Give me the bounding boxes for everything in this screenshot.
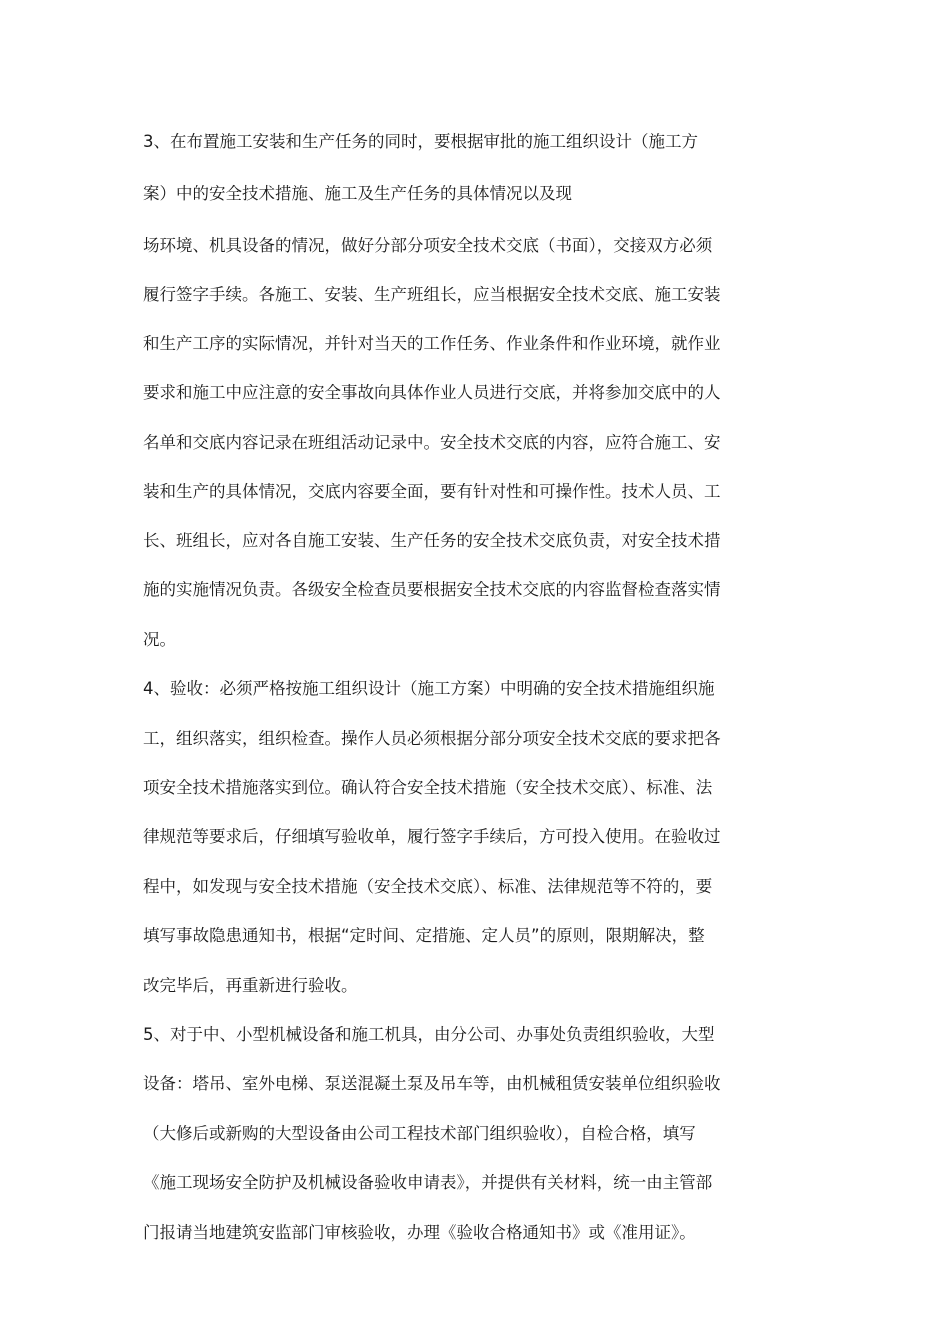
text-line: 要求和施工中应注意的安全事故向具体作业人员进行交底，并将参加交底中的人 <box>143 383 721 402</box>
text-line: 3、在布置施工安装和生产任务的同时，要根据审批的施工组织设计（施工方 <box>143 132 698 151</box>
text-line: 门报请当地建筑安监部门审核验收，办理《验收合格通知书》或《准用证》。 <box>143 1223 696 1242</box>
text-line: 填写事故隐患通知书，根据“定时间、定措施、定人员”的原则，限期解决，整 <box>143 926 705 945</box>
text-line: 长、班组长，应对各自施工安装、生产任务的安全技术交底负责，对安全技术措 <box>143 531 721 550</box>
text-line: 和生产工序的实际情况，并针对当天的工作任务、作业条件和作业环境，就作业 <box>143 334 721 353</box>
text-line: 律规范等要求后，仔细填写验收单，履行签字手续后，方可投入使用。在验收过 <box>143 827 721 846</box>
text-line: 名单和交底内容记录在班组活动记录中。安全技术交底的内容，应符合施工、安 <box>143 433 721 452</box>
text-line: 《施工现场安全防护及机械设备验收申请表》，并提供有关材料，统一由主管部 <box>143 1173 713 1192</box>
text-line: 改完毕后，再重新进行验收。 <box>143 976 358 995</box>
text-line: 设备：塔吊、室外电梯、泵送混凝土泵及吊车等，由机械租赁安装单位组织验收 <box>143 1074 721 1093</box>
text-line: 工，组织落实，组织检查。操作人员必须根据分部分项安全技术交底的要求把各 <box>143 729 721 748</box>
text-line: 5、对于中、小型机械设备和施工机具，由分公司、办事处负责组织验收，大型 <box>143 1025 715 1044</box>
text-line: 项安全技术措施落实到位。确认符合安全技术措施（安全技术交底）、标准、法 <box>143 778 713 797</box>
text-line: 况。 <box>143 630 176 649</box>
text-line: 4、验收：必须严格按施工组织设计（施工方案）中明确的安全技术措施组织施 <box>143 679 715 698</box>
text-line: 案）中的安全技术措施、施工及生产任务的具体情况以及现 <box>143 184 572 203</box>
text-line: 施的实施情况负责。各级安全检查员要根据安全技术交底的内容监督检查落实情 <box>143 580 721 599</box>
text-line: 场环境、机具设备的情况，做好分部分项安全技术交底（书面），交接双方必须 <box>143 236 713 255</box>
text-line: （大修后或新购的大型设备由公司工程技术部门组织验收），自检合格，填写 <box>143 1124 696 1143</box>
text-line: 程中，如发现与安全技术措施（安全技术交底）、标准、法律规范等不符的，要 <box>143 877 713 896</box>
text-line: 装和生产的具体情况，交底内容要全面，要有针对性和可操作性。技术人员、工 <box>143 482 721 501</box>
text-line: 履行签字手续。各施工、安装、生产班组长，应当根据安全技术交底、施工安装 <box>143 285 721 304</box>
